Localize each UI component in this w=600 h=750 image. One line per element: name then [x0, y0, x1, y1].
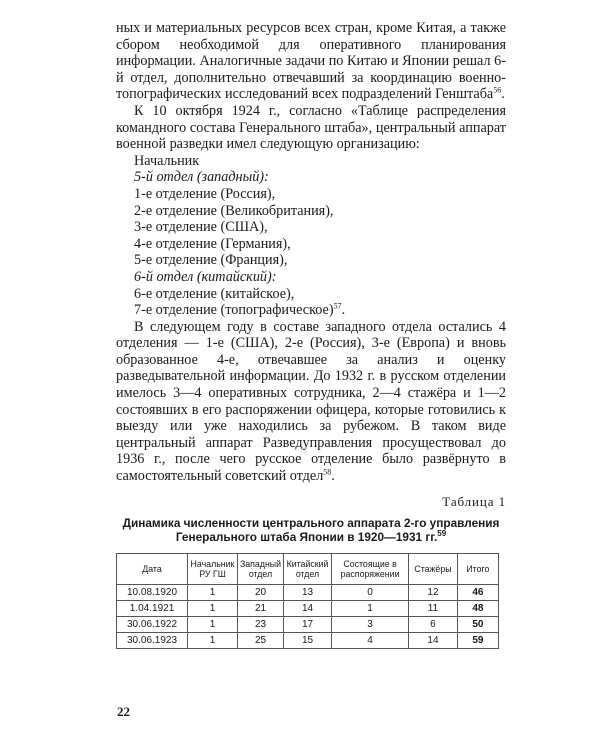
paragraph-2: К 10 октября 1924 г., согласно «Таблице распределения командного состава Генерального штаба», центральный аппарат военной разведки имел следующую организацию:	[116, 102, 506, 153]
table-header-cell: Итого	[457, 554, 498, 585]
table-header-row	[117, 554, 499, 585]
table-cell: 3	[331, 617, 408, 633]
org-section: 3-е отделение (США),	[134, 219, 268, 236]
table-cell: 23	[237, 617, 283, 633]
table-cell: 1	[188, 633, 238, 649]
table-cell-total: 59	[457, 633, 498, 649]
org-section: 6-е отделение (китайское),	[134, 285, 295, 302]
table-cell: 6	[409, 617, 458, 633]
org-dept-5: 5-й отдел (западный):	[134, 169, 269, 186]
table-cell: 4	[331, 633, 408, 649]
table-header-cell: Стажёры	[409, 554, 458, 585]
table-cell: 1	[188, 585, 238, 601]
table-row	[117, 601, 499, 617]
table-cell: 13	[284, 585, 332, 601]
table-cell: 15	[284, 633, 332, 649]
org-head: Начальник	[134, 152, 200, 169]
org-section: 1-е отделение (Россия),	[134, 185, 276, 202]
table-header-cell: Состоящие в распоряжении	[331, 554, 408, 585]
footnote-ref-57: 57	[333, 301, 342, 311]
table-cell: 25	[237, 633, 283, 649]
org-section-last: 7-е отделение (топографическое)$^{57}$.	[134, 301, 346, 319]
table-cell: 0	[331, 585, 408, 601]
table-cell: 11	[409, 601, 458, 617]
table-cell: 21	[237, 601, 283, 617]
paragraph-3: В следующем году в составе западного отдела остались 4 отделения — 1-е (США), 2-е (Россия), 3-е (Европа) и вновь образованное 4-е, отвечавшее за анализ и оценку разведывательной информации. До 1932 г. в русском отделении имелось 3—4 оперативных сотрудника, 2—4 стажёра и 1—2 состоявших в его распоряжении офицера, которые готовились к выезду или уже находились за рубежом. В таком виде центральный аппарат Разведуправления просуществовал до 1936 г., после чего русское отделение было развёрнуто в самостоятельный советский отдел$^{58}$.	[116, 318, 506, 485]
table-cell-total: 48	[457, 601, 498, 617]
table-row	[117, 585, 499, 601]
table-row	[117, 633, 499, 649]
table-cell: 20	[237, 585, 283, 601]
page-body	[116, 20, 506, 649]
org-dept-6: 6-й отдел (китайский):	[134, 268, 277, 285]
table-cell: 14	[409, 633, 458, 649]
table-cell: 30.06.1923	[117, 633, 188, 649]
table-cell: 1	[331, 601, 408, 617]
table-row	[117, 617, 499, 633]
table-header-cell: Дата	[117, 554, 188, 585]
footnote-ref-56: 56	[493, 85, 502, 95]
table-cell: 10.08.1920	[117, 585, 188, 601]
table-label: Таблица 1	[442, 493, 506, 509]
table-cell: 1	[188, 601, 238, 617]
page-number: 22	[117, 704, 130, 719]
organization-list	[116, 153, 506, 319]
staff-table	[116, 553, 499, 649]
table-cell: 14	[284, 601, 332, 617]
table-header-cell: Начальник РУ ГШ	[188, 554, 238, 585]
org-section: 5-е отделение (Франция),	[134, 252, 288, 269]
table-cell-total: 46	[457, 585, 498, 601]
footnote-ref-59: 59	[437, 528, 447, 538]
table-cell: 1.04.1921	[117, 601, 188, 617]
table-cell-total: 50	[457, 617, 498, 633]
table-cell: 12	[409, 585, 458, 601]
table-cell: 17	[284, 617, 332, 633]
org-section: 4-е отделение (Германия),	[134, 235, 291, 252]
footnote-ref-58: 58	[323, 467, 332, 477]
table-cell: 30.06.1922	[117, 617, 188, 633]
table-cell: 1	[188, 617, 238, 633]
org-section: 2-е отделение (Великобритания),	[134, 202, 334, 219]
table-header-cell: Западный отдел	[237, 554, 283, 585]
table-title: Динамика численности центрального аппарата 2-го управления Генерального штаба Японии в 1920—1931 гг.$^{59}$	[122, 515, 500, 544]
paragraph-1: ных и материальных ресурсов всех стран, кроме Китая, а также сбором необходимой для оперативного планирования информации. Аналогичные задачи по Китаю и Японии решал 6-й отдел, дополнительно отвечавший за координацию военно-топографических исследований всех подразделений Генштаба$^{56}$.	[116, 20, 506, 103]
table-header-cell: Китайский отдел	[284, 554, 332, 585]
